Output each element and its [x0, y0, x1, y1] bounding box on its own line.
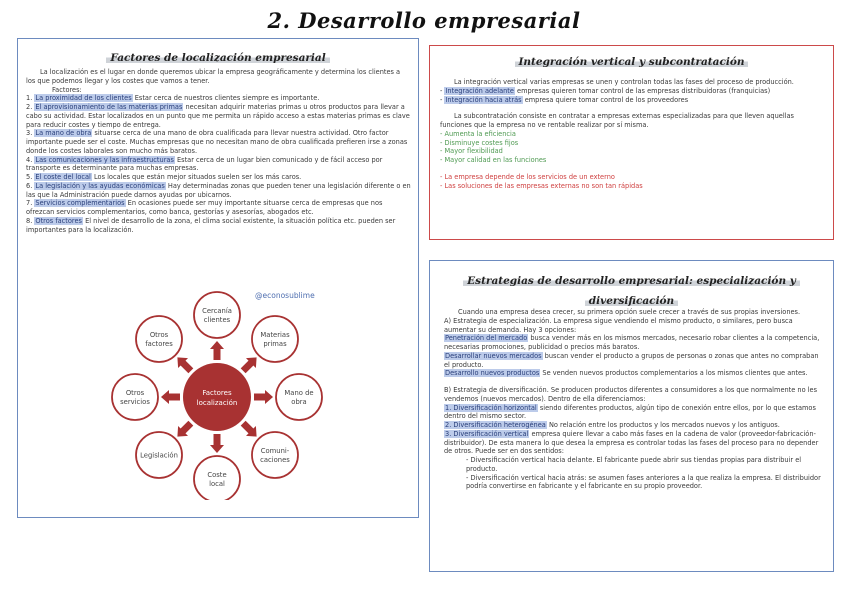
especializacion-item: Desarrollo nuevos productos Se venden nuevos productos complementarios a los mismos clientes que antes.	[445, 369, 808, 378]
subcontratacion-intro: La subcontratación consiste en contratar a empresas externas especializadas para que lleven aquellas funciones que la empresa no ve rentable realizar por sí misma.	[440, 112, 794, 129]
diagram-node-label: obra	[291, 398, 307, 406]
diversificacion-item: 2. Diversificación heterogénea No relación entre los productos y los mercados nuevos y los antiguos.	[445, 421, 780, 429]
diagram-node-label: Otros	[149, 331, 169, 340]
factores-text	[26, 68, 411, 234]
diagram-center-label: localización	[196, 399, 238, 407]
pro-item: - Aumenta la eficiencia	[440, 129, 516, 138]
estrategias-text	[444, 308, 826, 491]
factor-item: 7. Servicios complementarios En ocasiones puede ser muy importante situarse cerca de empresas que nos ofrezcan servicios complementarios, como banca, gestorías y asesorías, abogados etc.	[26, 199, 383, 216]
con-item: - Las soluciones de las empresas externas no son tan rápidas	[440, 181, 643, 190]
factor-item: 1. La proximidad de los clientes Estar cerca de nuestros clientes siempre es importante.	[26, 94, 320, 103]
factor-item: 6. La legislación y las ayudas económicas Hay determinadas zonas que pueden tener una legislación diferente o en las que la Administración puede darnos ayudas por ubicarnos.	[26, 181, 411, 199]
integracion-section	[429, 45, 834, 240]
diagram-node	[112, 374, 158, 420]
diagram-node-label: Materias	[260, 331, 290, 340]
especializacion-item: Desarrollar nuevos mercados buscan vender el producto a grupos de personas o zonas que antes no compraban el producto.	[444, 351, 819, 369]
diagram-arrow	[241, 421, 257, 437]
diagram-arrow	[254, 390, 273, 404]
estrategias-section	[429, 260, 834, 572]
author-handle: @econosublime	[255, 291, 315, 300]
integracion-text	[440, 78, 825, 190]
diagram-node-label: factores	[145, 340, 173, 349]
especializacion-item: Penetración del mercado busca vender más en los mismos mercados, necesario robar clientes a la competencia, necesarias promociones, publicidad o precios más baratos.	[444, 334, 820, 351]
diagram-node-label: Coste	[207, 471, 227, 479]
diagram-node-label: Legislación	[140, 451, 178, 460]
diversificacion-item: 1. Diversificación horizontal siendo diferentes productos, algún tipo de conexión entre ellos, por lo que estamos dentro del mismo sector.	[444, 403, 816, 421]
pro-item: - Mayor calidad en las funciones	[440, 156, 547, 164]
factor-item: 5. El coste del local Los locales que están mejor situados suelen ser los más caros.	[26, 173, 302, 181]
factores-title: Factores de localización empresarial	[18, 52, 418, 64]
factores-intro: La localización es el lugar en donde queremos ubicar la empresa geográficamente y determina los clientes a los que podemos llegar y los costes que vamos a tener.	[26, 68, 401, 85]
diagram-node-label: clientes	[203, 316, 231, 324]
diversificacion-subitem: - Diversificación vertical hacia delante. El fabricante puede abrir sus tiendas propias para distribuir el producto.	[466, 456, 802, 473]
diversificacion-item: 3. Diversificación vertical empresa quiere llevar a cabo más fases en la cadena de valor (proveedor-fabricación-distribuidor). De esta manera lo que desea la empresa es controlar todas las fases del proceso para no depender de otros. Puede ser en dos sentidos:	[444, 429, 819, 456]
pro-item: - Disminuye costes fijos	[440, 138, 519, 147]
diagram-node-label: Mano de	[284, 389, 314, 397]
integracion-item: - Integración hacia atrás empresa quiere tomar control de los proveedores	[440, 95, 689, 104]
integracion-item: - Integración adelante empresas quieren tomar control de las empresas distribuidoras (franquicias)	[440, 86, 771, 95]
diagram-arrow	[177, 421, 193, 437]
factores-sub: Factores:	[52, 85, 82, 94]
factor-item: 8. Otros factores El nivel de desarrollo de la zona, el clima social existente, la situación política etc. pueden ser importantes para la localización.	[26, 216, 396, 234]
integracion-intro: La integración vertical varias empresas se unen y controlan todas las fases del proceso de producción.	[454, 78, 794, 86]
diversificacion-intro: B) Estrategia de diversificación. Se producen productos diferentes a consumidores a los que normalmente no les vendemos (nuevos mercados). Dentro de ella diferenciamos:	[444, 386, 818, 403]
factor-item: 4. Las comunicaciones y las infraestructuras Estar cerca de un lugar bien comunicado y de fácil acceso por transporte es determinante para muchas empresas.	[26, 155, 383, 173]
diagram-center	[183, 363, 251, 431]
pro-item: - Mayor flexibilidad	[440, 147, 503, 156]
integracion-title: Integración vertical y subcontratación	[430, 56, 833, 68]
diagram-node-label: Cercanía	[202, 307, 232, 315]
diagram-node-label: local	[209, 480, 225, 488]
diversificacion-subitem: - Diversificación vertical hacia atrás: se asumen fases anteriores a la que realiza la empresa. El distribuidor podría convertirse en fabricante y el fabricante en su propio proveedor.	[466, 473, 821, 491]
con-item: - La empresa depende de los servicios de un externo	[440, 172, 615, 181]
diagram-arrow	[210, 434, 224, 453]
estrategias-intro: Cuando una empresa desea crecer, su primera opción suele crecer a través de sus propias inversiones.	[458, 308, 801, 316]
factores-diagram	[85, 285, 350, 500]
diagram-node	[276, 374, 322, 420]
diagram-node	[194, 292, 240, 338]
diagram-arrow	[210, 341, 224, 360]
diagram-node-label: primas	[263, 340, 287, 349]
diagram-arrow	[161, 390, 180, 404]
factor-item: 3. La mano de obra situarse cerca de una mano de obra cualificada para llevar nuestra actividad. Otro factor importante puede ser el coste. Muchas empresas que no necesitan mano de obra cualificada prefieren irse a zonas donde los costes laborales son mucho más baratos.	[26, 129, 408, 155]
estrategias-title: Estrategias de desarrollo empresarial: especialización y diversificación	[430, 271, 833, 311]
especializacion-intro: A) Estrategia de especialización. La empresa sigue vendiendo el mismo producto, o similares, pero busca aumentar su demanda. Hay 3 opciones:	[444, 316, 793, 334]
diagram-node-label: Otros	[125, 389, 145, 397]
diagram-arrow	[177, 357, 193, 373]
diagram-center-label: Factores	[202, 389, 232, 397]
diagram-arrow	[241, 357, 257, 373]
factor-item: 2. El aprovisionamiento de las materias primas necesitan adquirir materias primas u otros productos para llevar a cabo su actividad. Estar localizados en un punto que me permita un rápido acceso a estas materias primas es clave para reducir costes y tiempo de entrega.	[26, 103, 410, 129]
diagram-node-label: Comuni-	[260, 446, 290, 455]
diagram-node-label: servicios	[120, 398, 150, 406]
page-title: 2. Desarrollo empresarial	[267, 8, 581, 33]
diagram-node-label: caciones	[260, 455, 290, 464]
